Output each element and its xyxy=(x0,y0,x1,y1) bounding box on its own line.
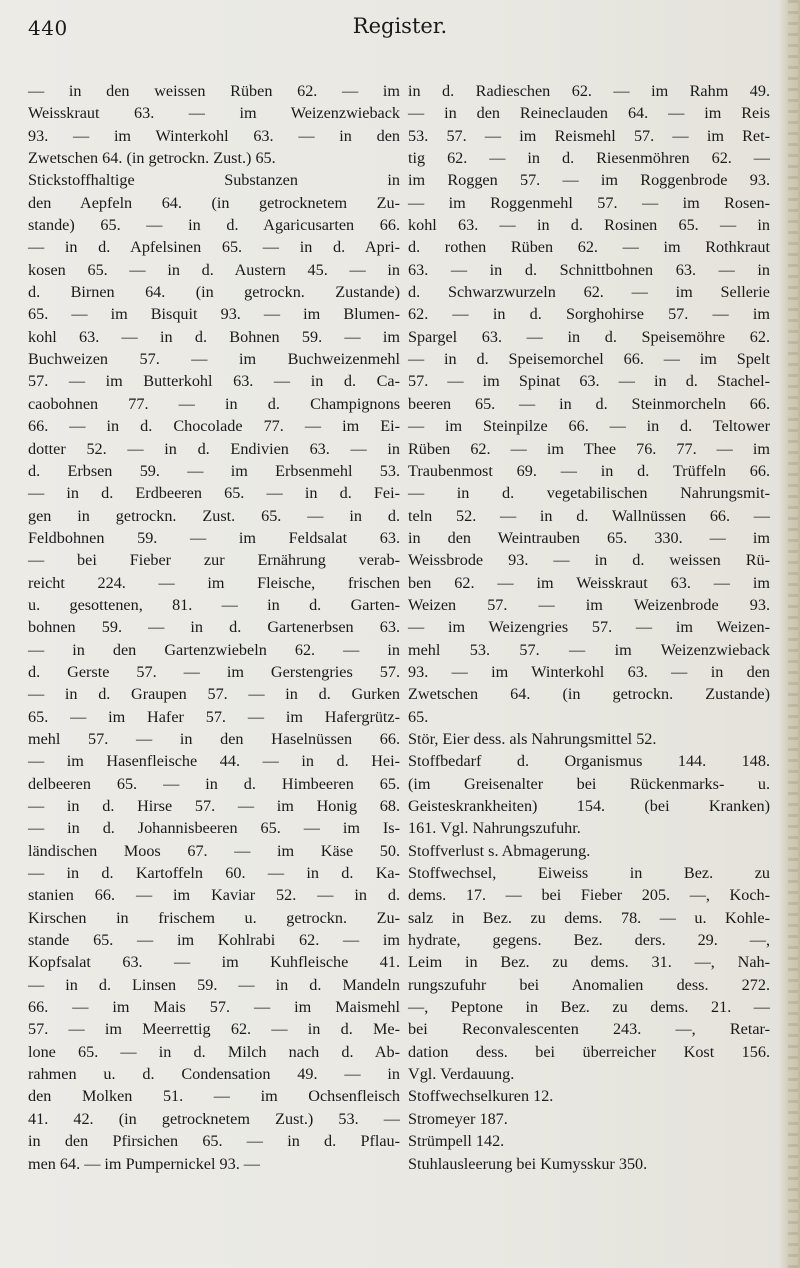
index-line: Leim in Bez. zu dems. 31. —, Nah- xyxy=(408,953,770,972)
index-line: Spargel 63. — in d. Speisemöhre 62. xyxy=(408,327,770,346)
index-line: Geisteskrankheiten) 154. (bei Kranken) xyxy=(408,797,770,815)
index-line: 57. — im Butterkohl 63. — in d. Ca- xyxy=(28,372,400,391)
index-line: bohnen 59. — in d. Gartenerbsen 63. xyxy=(28,618,400,637)
index-line: ländischen Moos 67. — im Käse 50. xyxy=(28,841,400,860)
index-line: 93. — im Winterkohl 63. — in den xyxy=(28,126,400,145)
index-line: — in d. Hirse 57. — im Honig 68. xyxy=(28,797,400,815)
index-line: ben 62. — im Weisskraut 63. — im xyxy=(408,573,770,592)
index-line: stande) 65. — in d. Agaricusarten 66. xyxy=(28,216,400,235)
index-line: salz in Bez. zu dems. 78. — u. Kohle- xyxy=(408,908,770,927)
index-line: dation dess. bei überreicher Kost 156. xyxy=(408,1042,770,1061)
index-line: — in d. Erdbeeren 65. — in d. Fei- xyxy=(28,484,400,503)
index-line: u. gesottenen, 81. — in d. Garten- xyxy=(28,595,400,614)
index-line: 65. — im Hafer 57. — im Hafergrütz- xyxy=(28,707,400,726)
index-line: kosen 65. — in d. Austern 45. — in xyxy=(28,260,400,279)
index-line: Stuhlausleerung bei Kumysskur 350. xyxy=(408,1154,648,1173)
index-line: — in d. vegetabilischen Nahrungsmit- xyxy=(408,484,770,503)
index-line: den Molken 51. — im Ochsenfleisch xyxy=(28,1087,400,1106)
index-line: Stickstoffhaltige Substanzen in xyxy=(28,171,400,190)
index-line: d. Schwarzwurzeln 62. — im Sellerie xyxy=(408,283,770,302)
index-line: in d. Radieschen 62. — im Rahm 49. xyxy=(408,82,770,100)
index-line: d. Erbsen 59. — im Erbsenmehl 53. xyxy=(28,461,400,480)
index-line: delbeeren 65. — in d. Himbeeren 65. xyxy=(28,774,400,793)
right-column xyxy=(408,80,770,1175)
index-line: dems. 17. — bei Fieber 205. —, Koch- xyxy=(408,886,770,905)
index-line: Weizen 57. — im Weizenbrode 93. xyxy=(408,595,770,614)
index-line: gen in getrockn. Zust. 65. — in d. xyxy=(28,506,400,525)
index-line: Stoffbedarf d. Organismus 144. 148. xyxy=(408,752,770,771)
index-line: reicht 224. — im Fleische, frischen xyxy=(28,573,400,592)
index-line: kohl 63. — in d. Rosinen 65. — in xyxy=(408,216,770,235)
index-line: 66. — in d. Chocolade 77. — im Ei- xyxy=(28,417,400,436)
index-line: Weissbrode 93. — in d. weissen Rü- xyxy=(408,551,770,570)
index-line: — in den Gartenzwiebeln 62. — in xyxy=(28,640,400,659)
index-line: Zwetschen 64. (in getrockn. Zust.) 65. xyxy=(28,149,276,168)
index-line: — im Roggenmehl 57. — im Rosen- xyxy=(408,193,770,212)
index-line: stanien 66. — im Kaviar 52. — in d. xyxy=(28,886,400,905)
index-line: — in d. Johannisbeeren 65. — im Is- xyxy=(28,819,400,838)
index-line: — in d. Speisemorchel 66. — im Spelt xyxy=(408,350,770,369)
page-header xyxy=(0,14,800,48)
index-line: rahmen u. d. Condensation 49. — in xyxy=(28,1065,400,1084)
index-line: beeren 65. — in d. Steinmorcheln 66. xyxy=(408,394,770,413)
index-line: —, Peptone in Bez. zu dems. 21. — xyxy=(408,998,770,1017)
index-line: Strümpell 142. xyxy=(408,1132,505,1151)
index-line: im Roggen 57. — im Roggenbrode 93. xyxy=(408,171,770,190)
index-line: rungszufuhr bei Anomalien dess. 272. xyxy=(408,975,770,994)
index-line: 66. — im Mais 57. — im Maismehl xyxy=(28,998,400,1017)
index-line: men 64. — im Pumpernickel 93. — xyxy=(28,1154,260,1173)
index-line: (im Greisenalter bei Rückenmarks- u. xyxy=(408,774,770,793)
index-line: stande 65. — im Kohlrabi 62. — im xyxy=(28,931,400,950)
index-line: 63. — in d. Schnittbohnen 63. — in xyxy=(408,260,770,279)
index-line: 62. — in d. Sorghohirse 57. — im xyxy=(408,305,770,324)
index-line: — in d. Kartoffeln 60. — in d. Ka- xyxy=(28,864,400,883)
index-line: 65. xyxy=(408,707,429,726)
index-line: Stoffwechsel, Eiweiss in Bez. zu xyxy=(408,864,770,883)
left-column xyxy=(28,80,400,1175)
index-line: in den Weintrauben 65. 330. — im xyxy=(408,528,770,547)
index-line: tig 62. — in d. Riesenmöhren 62. — xyxy=(408,149,770,168)
index-line: — in den weissen Rüben 62. — im xyxy=(28,82,400,100)
index-line: — in d. Graupen 57. — in d. Gurken xyxy=(28,685,400,704)
index-line: caobohnen 77. — in d. Champignons xyxy=(28,394,400,413)
index-line: Rüben 62. — im Thee 76. 77. — im xyxy=(408,439,770,458)
index-line: d. Gerste 57. — im Gerstengries 57. xyxy=(28,662,400,681)
index-line: d. rothen Rüben 62. — im Rothkraut xyxy=(408,238,770,257)
index-line: 57. — im Spinat 63. — in d. Stachel- xyxy=(408,372,770,391)
index-line: in den Pfirsichen 65. — in d. Pflau- xyxy=(28,1132,400,1151)
running-head: Register. xyxy=(352,14,448,38)
index-line: mehl 53. 57. — im Weizenzwieback xyxy=(408,640,770,659)
index-line: Traubenmost 69. — in d. Trüffeln 66. xyxy=(408,461,770,480)
index-line: lone 65. — in d. Milch nach d. Ab- xyxy=(28,1042,400,1061)
index-line: Stromeyer 187. xyxy=(408,1109,508,1128)
adjacent-page-edge xyxy=(788,0,798,1268)
index-line: 65. — im Bisquit 93. — im Blumen- xyxy=(28,305,400,324)
index-line: d. Birnen 64. (in getrockn. Zustande) xyxy=(28,283,400,302)
index-line: — in d. Linsen 59. — in d. Mandeln xyxy=(28,975,400,994)
index-line: Stoffverlust s. Abmagerung. xyxy=(408,841,591,860)
index-line: mehl 57. — in den Haselnüssen 66. xyxy=(28,729,400,748)
index-line: Kopfsalat 63. — im Kuhfleische 41. xyxy=(28,953,400,972)
index-line: Weisskraut 63. — im Weizenzwieback xyxy=(28,104,400,123)
page-number: 440 xyxy=(28,16,68,40)
index-line: den Aepfeln 64. (in getrocknetem Zu- xyxy=(28,193,400,212)
index-line: Zwetschen 64. (in getrockn. Zustande) xyxy=(408,685,770,704)
index-line: — im Weizengries 57. — im Weizen- xyxy=(408,618,770,637)
index-line: — in den Reineclauden 64. — im Reis xyxy=(408,104,770,123)
index-line: Vgl. Verdauung. xyxy=(408,1065,515,1084)
index-line: — im Hasenfleische 44. — in d. Hei- xyxy=(28,752,400,771)
index-line: — in d. Apfelsinen 65. — in d. Apri- xyxy=(28,238,400,257)
index-line: 41. 42. (in getrocknetem Zust.) 53. — xyxy=(28,1109,400,1128)
index-line: dotter 52. — in d. Endivien 63. — in xyxy=(28,439,400,458)
index-line: Buchweizen 57. — im Buchweizenmehl xyxy=(28,350,400,369)
index-line: — im Steinpilze 66. — in d. Teltower xyxy=(408,417,770,436)
index-line: Stoffwechselkuren 12. xyxy=(408,1087,554,1106)
index-line: 161. Vgl. Nahrungszufuhr. xyxy=(408,819,581,838)
index-line: Stör, Eier dess. als Nahrungsmittel 52. xyxy=(408,729,657,748)
index-line: Feldbohnen 59. — im Feldsalat 63. xyxy=(28,528,400,547)
index-line: teln 52. — in d. Wallnüssen 66. — xyxy=(408,506,770,525)
index-line: Kirschen in frischem u. getrockn. Zu- xyxy=(28,908,400,927)
index-line: 93. — im Winterkohl 63. — in den xyxy=(408,662,770,681)
index-line: bei Reconvalescenten 243. —, Retar- xyxy=(408,1020,770,1039)
index-line: 57. — im Meerrettig 62. — in d. Me- xyxy=(28,1020,400,1039)
index-line: 53. 57. — im Reismehl 57. — im Ret- xyxy=(408,126,770,145)
index-line: kohl 63. — in d. Bohnen 59. — im xyxy=(28,327,400,346)
index-line: hydrate, gegens. Bez. ders. 29. —, xyxy=(408,931,770,950)
index-line: — bei Fieber zur Ernährung verab- xyxy=(28,551,400,570)
